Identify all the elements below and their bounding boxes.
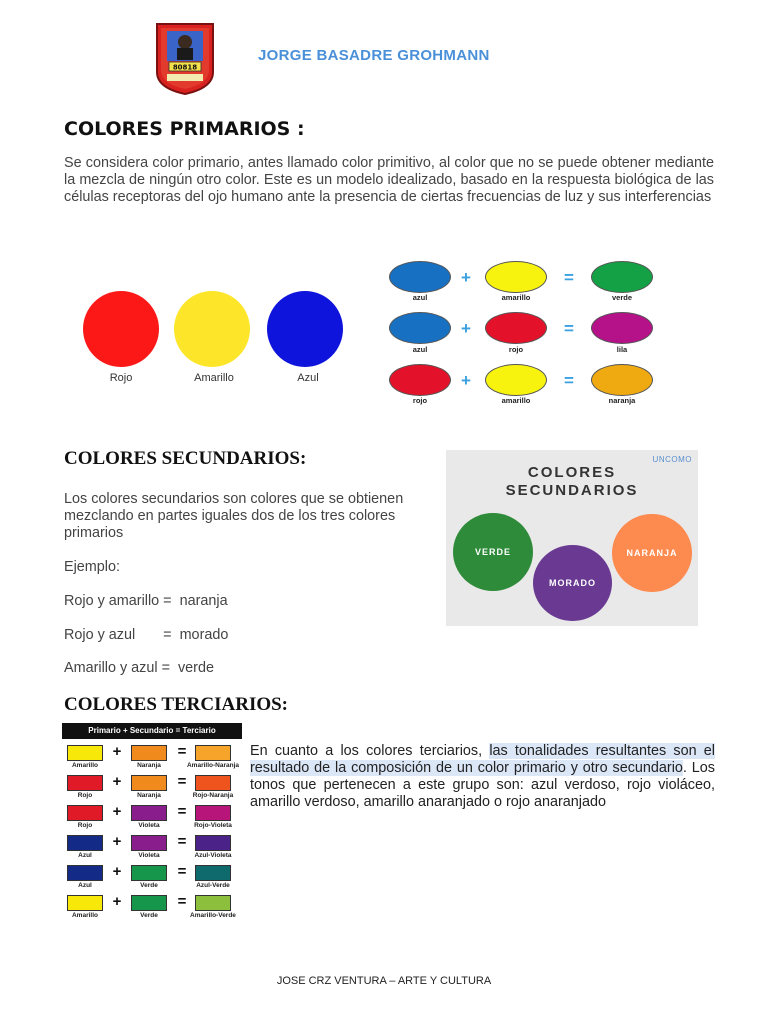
plus-icon: + xyxy=(112,773,122,790)
green-circle xyxy=(453,513,533,591)
color-swatch xyxy=(67,865,103,881)
mix-label: rojo xyxy=(412,396,428,405)
swatch-label: Amarillo-Verde xyxy=(190,912,236,919)
mix-label: rojo xyxy=(508,345,524,354)
school-logo xyxy=(155,22,215,96)
footer: JOSE CRZ VENTURA – ARTE Y CULTURA xyxy=(276,975,492,987)
swatch-label: Rojo xyxy=(77,792,93,799)
swatch-label: Rojo-Violeta xyxy=(194,822,232,829)
brand-label: UNCOMO xyxy=(652,455,692,464)
table-header: Primario + Secundario = Terciario xyxy=(62,723,242,739)
example-line: Amarillo y azul = verde xyxy=(64,660,214,676)
mix-1-a xyxy=(389,261,451,293)
swatch-label: Verde xyxy=(140,882,158,889)
plus-icon: + xyxy=(112,833,122,850)
swatch-label: Amarillo xyxy=(71,762,98,769)
image-title-line2: SECUNDARIOS xyxy=(505,482,639,499)
color-swatch xyxy=(195,745,231,761)
equals-icon: = xyxy=(177,893,187,910)
circle-label-amarillo: Amarillo xyxy=(194,372,234,384)
equals-icon: = xyxy=(177,833,187,850)
example-label: Ejemplo: xyxy=(64,559,120,575)
swatch-label: Azul-Verde xyxy=(196,882,230,889)
mix-label: naranja xyxy=(608,396,636,405)
plus-icon: + xyxy=(461,371,471,390)
mix-label: amarillo xyxy=(501,293,531,302)
color-swatch xyxy=(131,745,167,761)
color-swatch xyxy=(131,805,167,821)
mix-label: lila xyxy=(616,345,628,354)
color-swatch xyxy=(195,895,231,911)
equals-icon: = xyxy=(564,268,574,287)
color-swatch xyxy=(131,835,167,851)
color-swatch xyxy=(67,835,103,851)
plus-icon: + xyxy=(112,743,122,760)
mix-2-b xyxy=(485,312,547,344)
plus-icon: + xyxy=(461,319,471,338)
image-title-line1: COLORES xyxy=(527,464,617,481)
equals-icon: = xyxy=(177,863,187,880)
mix-3-b xyxy=(485,364,547,396)
swatch-label: Amarillo xyxy=(71,912,98,919)
yellow-circle xyxy=(174,291,250,367)
swatch-label: Amarillo-Naranja xyxy=(186,762,240,769)
swatch-label: Azul-Violeta xyxy=(194,852,232,859)
secundarios-image xyxy=(446,450,698,626)
terciarios-paragraph xyxy=(250,743,715,811)
color-swatch xyxy=(67,775,103,791)
equals-icon: = xyxy=(177,743,187,760)
highlighted-text: las tonalidades resultantes son el resultado de la composición de un color primario y otro secundario xyxy=(250,743,716,776)
swatch-label: Rojo-Naranja xyxy=(192,792,234,799)
circle-label: NARANJA xyxy=(626,548,678,558)
swatch-label: Naranja xyxy=(137,792,161,799)
mix-1-b xyxy=(485,261,547,293)
mix-2-a xyxy=(389,312,451,344)
equals-icon: = xyxy=(564,319,574,338)
color-swatch xyxy=(195,775,231,791)
equals-icon: = xyxy=(177,773,187,790)
logo-number: 80818 xyxy=(172,63,198,72)
swatch-label: Rojo xyxy=(77,822,93,829)
example-line: Rojo y azul = morado xyxy=(64,627,229,643)
equals-icon: = xyxy=(564,371,574,390)
secundarios-paragraph: Los colores secundarios son colores que se obtienen mezclando en partes iguales dos de los tres colores primarios xyxy=(64,491,404,541)
school-name: JORGE BASADRE GROHMANN xyxy=(258,47,490,64)
text-before: En cuanto a los colores terciarios, xyxy=(250,743,490,759)
text-after: . Los tonos que pertenecen a este grupo son: azul verdoso, rojo violáceo, amarillo verdoso, amarillo anaranjado o rojo anaranjado xyxy=(250,760,715,810)
mix-2-r xyxy=(591,312,653,344)
color-swatch xyxy=(131,775,167,791)
tertiary-table xyxy=(62,723,242,921)
circle-label: MORADO xyxy=(549,578,596,588)
circle-label: VERDE xyxy=(474,547,511,557)
swatch-label: Azul xyxy=(78,882,92,889)
color-swatch xyxy=(131,895,167,911)
mix-label: verde xyxy=(611,293,632,302)
primarios-paragraph: Se considera color primario, antes llamado color primitivo, al color que no se puede obtener mediante la mezcla de ningún otro color. Este es un modelo idealizado, basado en la respuesta biológica de las células receptoras del ojo humano ante la presencia de ciertas frecuencias de luz y sus interferencias xyxy=(64,155,714,205)
example-line: Rojo y amarillo = naranja xyxy=(64,593,228,609)
mix-1-r xyxy=(591,261,653,293)
section-title-terciarios: COLORES TERCIARIOS: xyxy=(64,694,289,715)
red-circle xyxy=(83,291,159,367)
mix-label: azul xyxy=(412,293,428,302)
color-swatch xyxy=(195,805,231,821)
mix-label: azul xyxy=(412,345,428,354)
section-title-primarios: COLORES PRIMARIOS : xyxy=(64,118,305,140)
swatch-label: Naranja xyxy=(137,762,161,769)
section-title-secundarios: COLORES SECUNDARIOS: xyxy=(64,448,307,469)
orange-circle xyxy=(612,514,692,592)
swatch-label: Azul xyxy=(78,852,92,859)
color-swatch xyxy=(195,835,231,851)
purple-circle xyxy=(533,545,612,621)
swatch-label: Violeta xyxy=(138,822,160,829)
swatch-label: Verde xyxy=(140,912,158,919)
color-swatch xyxy=(67,745,103,761)
color-swatch xyxy=(131,865,167,881)
plus-icon: + xyxy=(112,863,122,880)
circle-label-rojo: Rojo xyxy=(109,372,133,384)
swatch-label: Violeta xyxy=(138,852,160,859)
mix-3-a xyxy=(389,364,451,396)
blue-circle xyxy=(267,291,343,367)
plus-icon: + xyxy=(112,803,122,820)
plus-icon: + xyxy=(461,268,471,287)
equals-icon: = xyxy=(177,803,187,820)
color-swatch xyxy=(67,895,103,911)
circle-label-azul: Azul xyxy=(297,372,319,384)
plus-icon: + xyxy=(112,893,122,910)
mix-label: amarillo xyxy=(501,396,531,405)
color-swatch xyxy=(195,865,231,881)
mix-3-r xyxy=(591,364,653,396)
color-swatch xyxy=(67,805,103,821)
